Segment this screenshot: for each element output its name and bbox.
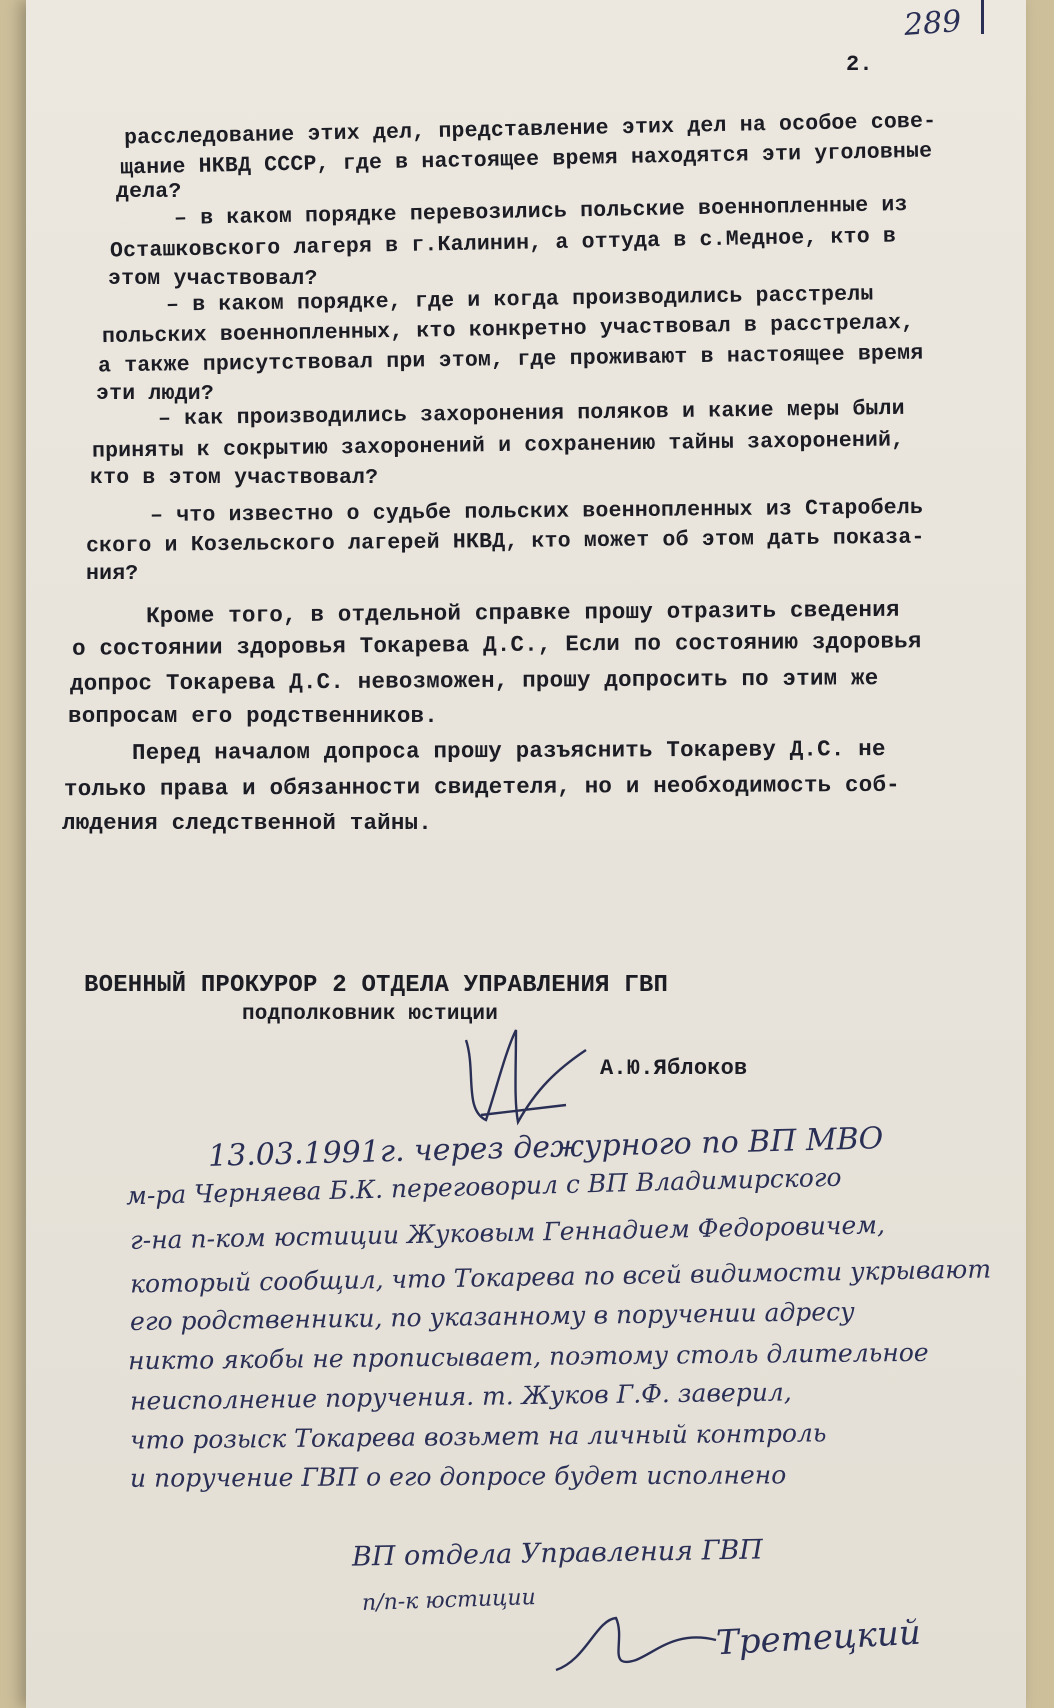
signatory-title: ВОЕННЫЙ ПРОКУРОР 2 ОТДЕЛА УПРАВЛЕНИЯ ГВП [84,972,669,999]
handwritten-signature-line: п/п-к юстиции [361,1584,537,1617]
note-line: никто якобы не прописывает, поэтому столь длительное [127,1337,929,1376]
body-line: Кроме того, в отдельной справке прошу отразить сведения [145,596,900,630]
body-line: приняты к сокрытию захоронений и сохранению тайны захоронений, [91,428,905,464]
archive-number: 289 [902,4,963,43]
handwritten-signature-name: Третецкий [715,1612,922,1664]
signatory-name: А.Ю.Яблоков [600,1056,748,1081]
body-line: Осташковского лагеря в г.Калинин, а оттуда в с.Медное, кто в [109,224,897,264]
body-line: допрос Токарева Д.С. невозможен, прошу допросить по этим же [69,665,879,697]
handwritten-signature-mark [546,1600,726,1690]
note-line: который сообщил, что Токарева по всей видимости укрывают [129,1254,992,1299]
body-line: расследование этих дел, представление этих дел на особое сове- [123,109,937,151]
body-line: только права и обязанности свидетеля, но и необходимость соб- [63,771,900,803]
body-line: ния? [86,562,139,586]
body-line: эти люди? [96,382,214,406]
signature-mark [446,1010,606,1140]
body-line: – как производились захоронения поляков и какие меры были [157,396,905,432]
note-line: г-на п-ком юстиции Жуковым Геннадием Федоровичем, [129,1210,886,1255]
note-line: неисполнение поручения. т. Жуков Г.Ф. заверил, [129,1377,792,1416]
note-line: его родственники, по указанному в поручении адресу [129,1296,855,1337]
body-line: а также присутствовал при этом, где проживают в настоящее время [97,341,924,379]
body-line: ского и Козельского лагерей НКВД, кто может об этом дать показа- [85,525,925,559]
body-line: польских военнопленных, кто конкретно участвовал в расстрелах, [101,310,915,350]
body-line: этом участвовал? [108,267,318,291]
body-line: дела? [116,180,182,204]
body-line: Перед началом допроса прошу разъяснить Токареву Д.С. не [131,736,886,766]
body-line: вопросам его родственников. [68,703,438,729]
body-line: щание НКВД СССР, где в настоящее время находятся эти уголовные [119,139,933,181]
body-line: – что известно о судьбе польских военнопленных из Старобель [149,495,924,529]
note-line: м-ра Черняева Б.К. переговорил с ВП Владимирского [125,1162,842,1211]
note-line: что розыск Токарева возьмет на личный контроль [129,1418,827,1455]
body-line: – в каком порядке, где и когда производились расстрелы [165,282,874,318]
page-number: 2. [846,52,873,77]
body-line: кто в этом участвовал? [90,466,379,490]
body-line: о состоянии здоровья Токарева Д.С., Если по состоянию здоровья [71,628,922,662]
note-line: 13.03.1991г. через дежурного по ВП МВО [207,1121,884,1174]
body-line: – в каком порядке перевозились польские военнопленные из [173,192,908,232]
document-page [26,0,1026,1708]
note-line: и поручение ГВП о его допросе будет исполнено [129,1460,787,1493]
body-line: людения следственной тайны. [62,810,432,836]
handwritten-signature-line: ВП отдела Управления ГВП [351,1534,764,1573]
margin-mark [981,0,984,34]
signatory-rank: подполковник юстиции [242,1003,499,1026]
